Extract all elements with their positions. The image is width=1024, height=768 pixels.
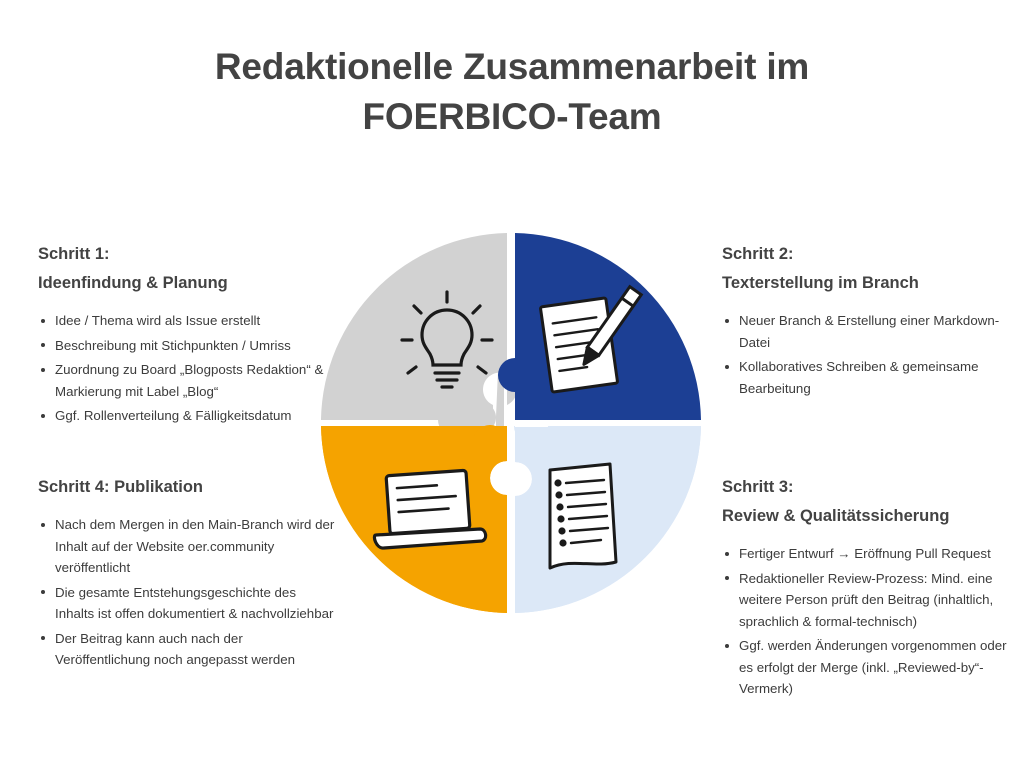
page-title-line-2: FOERBICO-Team (362, 96, 662, 137)
list-item: Redaktioneller Review-Prozess: Mind. eine weitere Person prüft den Beitrag (inhaltlich, sprachlich & formal-technisch) (722, 568, 1024, 633)
list-item: Die gesamte Entstehungsgeschichte des Inhalts ist offen dokumentiert & nachvollziehbar (38, 582, 338, 625)
puzzle-diagram (318, 230, 704, 616)
step-1-block (38, 240, 338, 430)
list-item: Kollaboratives Schreiben & gemeinsame Bearbeitung (722, 356, 1022, 399)
step-4-bullet-list (38, 514, 338, 671)
list-item: Der Beitrag kann auch nach der Veröffentlichung noch angepasst werden (38, 628, 338, 671)
list-item: Nach dem Mergen in den Main-Branch wird der Inhalt auf der Website oer.community veröffentlicht (38, 514, 338, 579)
step-2-bullet-list (722, 310, 1022, 399)
list-item: Ggf. werden Änderungen vorgenommen oder es erfolgt der Merge (inkl. „Reviewed-by“-Vermerk) (722, 635, 1024, 700)
step-2-heading-line-1: Schritt 2: (722, 245, 794, 263)
step-2-heading-line-2: Texterstellung im Branch (722, 274, 919, 292)
list-item: Neuer Branch & Erstellung einer Markdown-Datei (722, 310, 1022, 353)
step-1-heading-line-1: Schritt 1: (38, 245, 110, 263)
step-4-block (38, 473, 338, 674)
page-title (0, 42, 1024, 142)
document-checklist-icon (550, 464, 616, 568)
list-item: Zuordnung zu Board „Blogposts Redaktion“ & Markierung mit Label „Blog“ (38, 359, 338, 402)
step-3-heading-line-2: Review & Qualitätssicherung (722, 507, 950, 525)
step-1-heading-line-2: Ideenfindung & Planung (38, 274, 228, 292)
puzzle-quadrant-grey (321, 233, 517, 420)
step-3-heading-line-1: Schritt 3: (722, 478, 794, 496)
step-3-block (722, 473, 1024, 703)
list-item: Idee / Thema wird als Issue erstellt (38, 310, 338, 332)
list-item: Fertiger Entwurf → Eröffnung Pull Request (722, 543, 1024, 565)
page-title-line-1: Redaktionelle Zusammenarbeit im (214, 46, 810, 87)
list-item: Beschreibung mit Stichpunkten / Umriss (38, 335, 338, 357)
step-3-bullet-list (722, 543, 1024, 700)
step-4-heading-line-1: Schritt 4: Publikation (38, 478, 204, 496)
step-2-block (722, 240, 1022, 402)
step-1-bullet-list (38, 310, 338, 427)
list-item: Ggf. Rollenverteilung & Fälligkeitsdatum (38, 405, 338, 427)
